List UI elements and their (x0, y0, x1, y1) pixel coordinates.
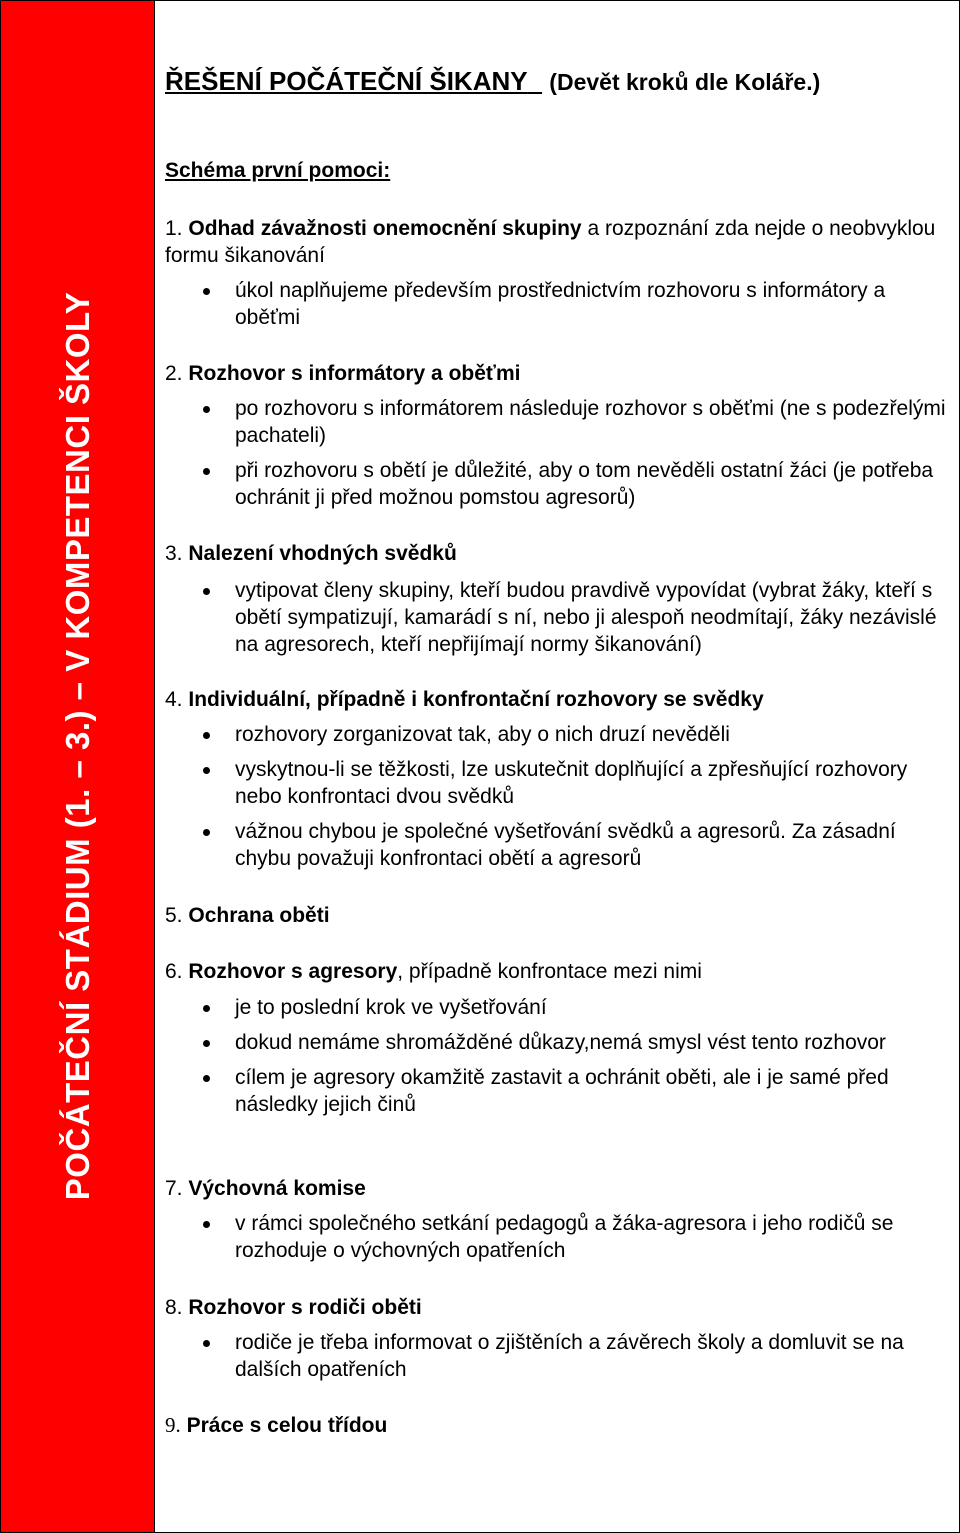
title-main: ŘEŠENÍ POČÁTEČNÍ ŠIKANY (165, 66, 528, 96)
step-6: 6. Rozhovor s agresory, případně konfrontace mezi nimi (165, 960, 702, 983)
bullet-icon (203, 288, 210, 295)
sidebar-band (1, 1, 155, 1533)
step-8-list (165, 1329, 951, 1383)
list-item: úkol naplňujeme především prostřednictvím rozhovoru s informátory a oběťmi (165, 277, 951, 331)
list-item: vážnou chybou je společné vyšetřování svědků a agresorů. Za zásadní chybu považuji konfrontaci obětí a agresorů (165, 818, 951, 872)
step-8-heading: Rozhovor s rodiči oběti (188, 1296, 422, 1319)
step-6-list (165, 994, 951, 1118)
list-item: v rámci společného setkání pedagogů a žáka-agresora i jeho rodičů se rozhoduje o výchovných opatřeních (165, 1210, 951, 1264)
step-9-heading: Práce s celou třídou (186, 1414, 388, 1437)
step-1: 1. Odhad závažnosti onemocnění skupiny a rozpoznání zda nejde o neobvyklou formu šikanování (165, 217, 936, 267)
step-2-list (165, 395, 951, 511)
step-1-list (165, 277, 951, 331)
list-item: vyskytnou-li se těžkosti, lze uskutečnit doplňující a zpřesňující rozhovory nebo konfrontaci dvou svědků (165, 756, 951, 810)
step-5-heading: Ochrana oběti (188, 904, 330, 927)
bullet-icon (203, 829, 210, 836)
bullet-icon (203, 468, 210, 475)
title-suffix: (Devět kroků dle Koláře.) (549, 69, 821, 95)
step-1-heading: Odhad závažnosti onemocnění skupiny (188, 217, 582, 240)
step-7: 7. Výchovná komise (165, 1177, 366, 1200)
list-item: vytipovat členy skupiny, kteří budou pravdivě vypovídat (vybrat žáky, kteří s obětí sympatizují, kamarádí s ní, nebo ji alespoň neodmítají, žáky nezávislé na agresorech, kteří nepřijímají normy šikanování) (165, 577, 951, 658)
sidebar-vertical-text: POČÁTEČNÍ STÁDIUM (1. – 3.) – V KOMPETENCI ŠKOLY (59, 291, 96, 1201)
bullet-icon (203, 767, 210, 774)
step-7-list (165, 1210, 951, 1264)
step-8: 8. Rozhovor s rodiči oběti (165, 1296, 422, 1319)
bullet-icon (203, 588, 210, 595)
step-4-heading: Individuální, případně i konfrontační rozhovory se svědky (188, 688, 764, 711)
subtitle: Schéma první pomoci: (165, 159, 391, 182)
list-item: je to poslední krok ve vyšetřování (165, 994, 951, 1021)
bullet-icon (203, 406, 210, 413)
bullet-icon (203, 1040, 210, 1047)
bullet-icon (203, 1340, 210, 1347)
list-item: cílem je agresory okamžitě zastavit a ochránit oběti, ale i je samé před následky jejich činů (165, 1064, 951, 1118)
bullet-icon (203, 732, 210, 739)
step-2-heading: Rozhovor s informátory a oběťmi (188, 362, 521, 385)
bullet-icon (203, 1221, 210, 1228)
step-7-heading: Výchovná komise (188, 1177, 366, 1200)
step-2: 2. Rozhovor s informátory a oběťmi (165, 362, 521, 385)
step-3-heading: Nalezení vhodných svědků (188, 542, 457, 565)
step-6-heading: Rozhovor s agresory (188, 960, 398, 983)
list-item: po rozhovoru s informátorem následuje rozhovor s oběťmi (ne s podezřelými pachateli) (165, 395, 951, 449)
list-item: rozhovory zorganizovat tak, aby o nich druzí nevěděli (165, 721, 951, 748)
list-item: rodiče je třeba informovat o zjištěních a závěrech školy a domluvit se na dalších opatřeních (165, 1329, 951, 1383)
page-title (165, 66, 820, 97)
list-item: při rozhovoru s obětí je důležité, aby o tom nevěděli ostatní žáci (je potřeba ochránit ji před možnou pomstou agresorů) (165, 457, 951, 511)
step-4: 4. Individuální, případně i konfrontační rozhovory se svědky (165, 688, 764, 711)
list-item: dokud nemáme shromážděné důkazy,nemá smysl vést tento rozhovor (165, 1029, 951, 1056)
bullet-icon (203, 1075, 210, 1082)
step-5: 5. Ochrana oběti (165, 904, 330, 927)
step-3: 3. Nalezení vhodných svědků (165, 542, 457, 565)
step-3-list (165, 577, 951, 658)
step-9: 9. Práce s celou třídou (165, 1413, 388, 1437)
bullet-icon (203, 1005, 210, 1012)
step-4-list (165, 721, 951, 872)
